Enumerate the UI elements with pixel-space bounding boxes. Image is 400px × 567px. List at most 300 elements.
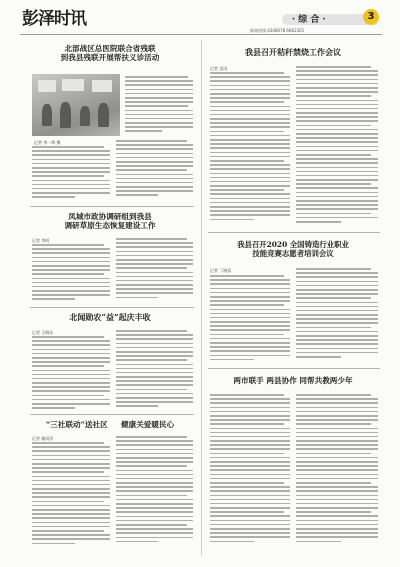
text-line [296,297,371,299]
text-line [296,104,378,106]
text-line [32,150,110,152]
text-line [210,432,290,434]
headline-line: 技能竞赛志愿者培训会议 [252,249,334,259]
text-line [116,507,193,509]
body-text [210,72,290,228]
text-line [210,152,290,154]
text-line [296,314,378,316]
text-line [116,380,193,382]
text-line [296,187,378,189]
text-line [32,501,104,503]
text-line [296,444,378,446]
text-line [32,455,110,457]
text-line [32,382,110,384]
text-line [32,286,110,288]
text-line [32,248,110,250]
text-line [296,213,371,215]
text-line [296,293,378,295]
text-line [210,147,290,149]
text-line [210,325,290,327]
text-line [116,347,193,349]
text-line [116,478,193,480]
text-line [32,344,110,346]
text-line [116,169,187,171]
headline-line: 北部战区总医院联合省残联 [64,44,156,53]
text-line [125,80,193,82]
text-line [296,100,378,102]
text-line [32,273,104,275]
text-line [116,368,193,370]
text-line [296,339,378,341]
text-line [210,76,290,78]
text-line [296,398,378,400]
text-line [116,190,193,192]
text-line [32,252,110,254]
text-line [210,118,290,120]
headline-line: 到我县残联开展帮扶义诊活动 [60,53,160,63]
text-line [296,318,378,320]
text-line [296,411,378,413]
newspaper-title: 彭泽时讯 [22,9,86,29]
text-line [296,129,378,131]
text-line [32,543,75,545]
text-line [116,384,193,386]
text-line [296,310,378,312]
text-line [210,419,290,421]
text-line [32,370,110,372]
text-line [32,471,104,473]
text-line [32,517,110,519]
text-line [296,192,378,194]
text-line [116,182,193,184]
text-line [116,292,193,294]
article-headline [208,376,378,385]
text-line [32,534,110,536]
text-line [210,160,284,162]
text-line [116,238,187,240]
text-line [296,281,378,283]
text-line [116,453,193,455]
text-line [210,131,284,133]
text-line [210,309,290,311]
headline-line: 调研草原生态恢复建设工作 [64,221,156,231]
text-line [116,457,193,459]
text-line [116,251,193,253]
text-line [296,272,378,274]
text-line [296,524,378,526]
text-line [125,101,193,103]
text-line [296,302,378,304]
text-line [210,300,290,302]
text-line [210,469,290,471]
text-line [210,283,290,285]
text-line [210,279,290,281]
text-line [296,306,378,308]
text-line [296,83,378,85]
text-line [296,503,378,505]
text-line [32,403,110,405]
text-line [296,448,378,450]
text-line [296,133,378,135]
article-photo [32,74,120,136]
text-line [32,522,110,524]
text-line [210,541,254,543]
text-line [210,402,290,404]
text-line [32,192,110,194]
text-line [32,459,110,461]
text-line [32,480,110,482]
text-line [32,509,110,511]
body-text [116,330,193,412]
text-line [210,499,290,501]
text-line [296,141,378,143]
text-line [296,137,378,139]
headline-part: 健康关爱暖民心 [121,420,175,429]
text-line [32,336,104,338]
text-line [296,200,378,202]
text-line [296,520,378,522]
article-separator [208,368,380,369]
headline-line: 凤城市政协调研组到我县 [68,212,152,221]
text-line [210,89,290,91]
article-separator [30,414,194,415]
text-line [210,156,290,158]
text-line [210,168,290,170]
text-line [210,346,290,348]
text-line [125,97,193,99]
text-line [116,393,193,395]
text-line [32,390,110,392]
text-line [296,66,371,68]
text-line [32,167,110,169]
text-line [296,528,378,530]
text-line [116,364,193,366]
text-line [116,524,187,526]
text-line [296,79,378,81]
text-line [210,486,290,488]
text-line [210,428,290,430]
text-line [210,503,290,505]
text-line [296,428,378,430]
text-line [210,97,290,99]
text-line [296,217,378,219]
text-line [210,474,290,476]
text-line [296,179,378,181]
text-line [116,338,193,340]
column-divider [201,40,202,556]
text-line [210,139,290,141]
text-line [32,188,110,190]
text-line [210,122,290,124]
body-text [116,238,193,304]
text-line [116,537,193,539]
text-line [296,285,378,287]
text-line [210,350,290,352]
text-line [296,419,378,421]
text-line [296,436,378,438]
text-line [210,342,290,344]
text-line [296,343,378,345]
text-line [32,463,110,465]
text-line [116,288,193,290]
text-line [210,93,290,95]
text-line [116,541,158,543]
text-line [210,321,290,323]
text-line [32,467,110,469]
text-line [32,496,110,498]
body-text [296,394,378,550]
text-line [210,436,290,438]
text-line [116,259,193,261]
article-byline: 记者 丁晓蓉 [210,268,232,273]
text-line [296,120,378,122]
text-line [296,204,378,206]
text-line [210,423,284,425]
text-line [116,405,158,407]
text-line [210,193,290,195]
text-line [210,304,284,306]
text-line [296,171,378,173]
article-byline: 记者 喜雨 [210,66,228,71]
text-line [296,461,378,463]
text-line [32,357,110,359]
text-line [32,353,110,355]
text-line [210,189,284,191]
text-line [210,461,290,463]
text-line [32,290,110,292]
text-line [296,87,378,89]
text-line [116,263,193,265]
masthead-meta: 新闻热线:4348078 6862301 [250,28,305,33]
text-line [32,163,110,165]
text-line [210,444,290,446]
text-line [296,196,378,198]
text-line [116,503,193,505]
text-line [116,359,187,361]
text-line [32,492,110,494]
text-line [116,520,193,522]
text-line [296,116,378,118]
text-line [116,242,193,244]
text-line [125,110,193,112]
article-byline: 记者 谢雨淳 [32,436,54,441]
text-line [210,288,290,290]
text-line [296,356,341,358]
body-text [210,394,290,550]
text-line [296,91,378,93]
text-line [296,327,371,329]
text-line [210,407,290,409]
text-line [296,208,378,210]
text-line [296,158,378,160]
text-line [32,298,75,300]
text-line [210,106,290,108]
text-line [296,423,371,425]
masthead-rule [20,34,382,35]
text-line [116,474,193,476]
text-line [32,407,75,409]
text-line [116,161,193,163]
text-line [296,150,378,152]
text-line [210,313,290,315]
article-separator [30,307,194,308]
text-line [210,177,290,179]
text-line [210,490,290,492]
article-byline: 记者 王晓东 [32,330,54,335]
text-line [116,144,193,146]
section-label: · 综 合 · [292,15,326,25]
photo-caption: 记者 李一鸣 摄 [34,140,61,145]
text-line [210,334,284,336]
text-line [116,267,187,269]
text-line [210,511,284,513]
text-line [116,495,187,497]
text-line [210,415,290,417]
body-text [32,146,110,204]
text-line [296,511,371,513]
text-line [32,265,110,267]
text-line [210,457,290,459]
text-line [32,450,110,452]
text-line [116,140,187,142]
text-line [116,376,193,378]
text-line [296,108,378,110]
text-line [296,465,378,467]
text-line [116,511,193,513]
text-line [296,146,378,148]
text-line [210,164,290,166]
text-line [116,436,187,438]
text-line [296,490,378,492]
text-line [296,457,378,459]
text-line [125,114,193,116]
body-text [296,66,378,228]
text-line [116,470,193,472]
text-line [296,415,378,417]
text-line [296,407,378,409]
text-line [116,276,193,278]
text-line [210,173,290,175]
article-headline [30,212,190,231]
text-line [32,446,110,448]
headline-line: 两市联手 两县协作 同帮共教两少年 [233,376,353,385]
text-line [296,331,378,333]
text-line [210,219,254,221]
text-line [116,490,193,492]
article-headline [208,48,378,58]
text-line [116,280,193,282]
text-line [116,516,193,518]
text-line [210,80,290,82]
text-line [296,154,371,156]
text-line [210,72,284,74]
text-line [32,484,110,486]
text-line [210,536,290,538]
text-line [32,442,104,444]
text-line [116,186,193,188]
body-text [125,76,193,136]
text-line [32,340,110,342]
text-line [32,282,110,284]
text-line [116,482,193,484]
text-line [32,530,104,532]
text-line [296,453,371,455]
text-line [32,395,104,397]
text-line [125,84,193,86]
text-line [210,398,290,400]
text-line [210,85,290,87]
text-line [116,334,193,336]
text-line [296,482,371,484]
text-line [116,440,193,442]
text-line [32,261,110,263]
page-number-badge: 3 [363,9,379,25]
text-line [296,469,378,471]
text-line [210,135,290,137]
text-line [210,515,290,517]
text-line [296,175,378,177]
text-line [210,394,284,396]
text-line [296,478,378,480]
text-line [210,524,290,526]
text-line [210,448,290,450]
text-line [296,348,378,350]
text-line [210,359,254,361]
text-line [32,476,110,478]
text-line [210,355,290,357]
body-text [116,140,193,204]
text-line [32,386,110,388]
text-line [116,255,193,257]
text-line [296,70,378,72]
text-line [116,449,193,451]
text-line [296,289,378,291]
text-line [296,402,378,404]
text-line [210,440,290,442]
article-byline: 记者 李明 [32,238,50,243]
text-line [296,183,371,185]
text-line [296,221,341,223]
text-line [125,105,188,107]
text-line [32,365,104,367]
body-text [32,336,110,412]
text-line [32,244,104,246]
text-line [210,181,290,183]
text-line [125,89,193,91]
text-line [210,110,290,112]
text-line [32,294,110,296]
text-line [296,394,371,396]
text-line [296,322,378,324]
text-line [210,317,290,319]
text-line [296,74,378,76]
text-line [32,278,110,280]
text-line [296,541,341,543]
text-line [32,513,110,515]
text-line [116,351,193,353]
body-text [116,436,193,550]
masthead [0,0,400,36]
text-line [296,162,378,164]
text-line [116,532,193,534]
text-line [296,515,378,517]
text-line [32,175,104,177]
text-line [210,528,290,530]
headline-part: “三社联动”送社区 [45,420,108,429]
text-line [296,352,378,354]
text-line [116,355,193,357]
text-line [32,378,110,380]
